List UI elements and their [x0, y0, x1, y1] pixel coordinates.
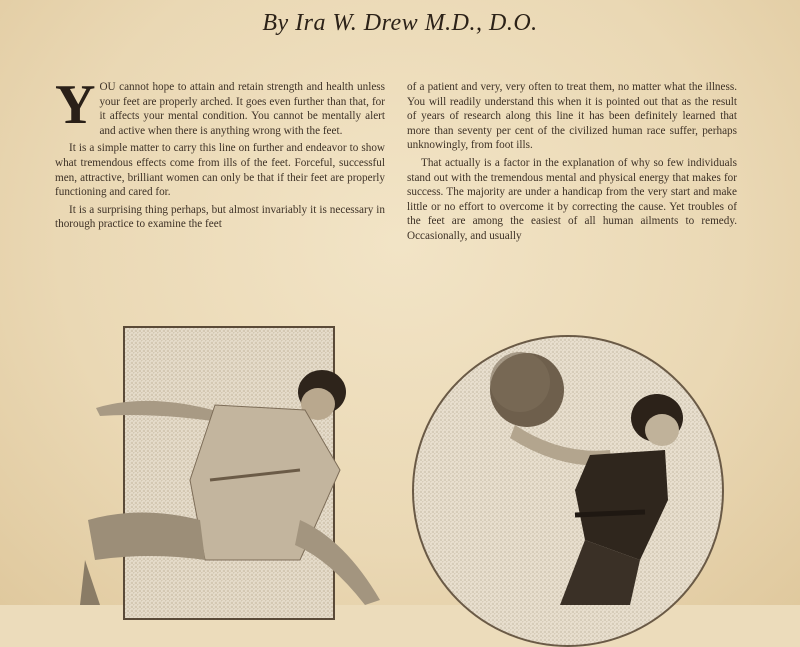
paragraph: of a patient and very, very often to treat them, no matter what the illness. You will readily understand this when it is pointed out that as the result of years of research along this line it has been definitely learned that more than seventy per cent of the civilized human race suffer, perhaps unknowingly, from foot ills. — [407, 81, 737, 152]
figure-belt — [575, 512, 645, 515]
author-byline: By Ira W. Drew M.D., D.O. — [262, 10, 538, 36]
ball-highlight — [490, 352, 550, 412]
paragraph: It is a simple matter to carry this line on further and endeavor to show what tremendous effects come from ills of the feet. Forceful, successful men, attractive, brilliant women can only be that if their feet are properly functioning and cared for. — [55, 142, 385, 199]
paragraph-text: OU cannot hope to attain and retain strength and health unless your feet are properly arched. It goes even further than that, for it affects your mental condition. You cannot be mentally alert and active when there is anything wrong with the feet. — [99, 81, 385, 137]
paragraph: It is a surprising thing perhaps, but almost invariably it is necessary in thorough practice to examine the feet — [55, 203, 385, 231]
drop-cap: Y — [55, 74, 96, 136]
paragraph: That actually is a factor in the explanation of why so few individuals stand out with the tremendous mental and physical energy that makes for success. The majority are under a handicap from the very start and make little or no effort to overcome it by correcting the cause. Yet troubles of the feet are among the easiest of all human ailments to remedy. Occasionally, and usually — [407, 156, 737, 242]
figure-face — [645, 414, 679, 446]
